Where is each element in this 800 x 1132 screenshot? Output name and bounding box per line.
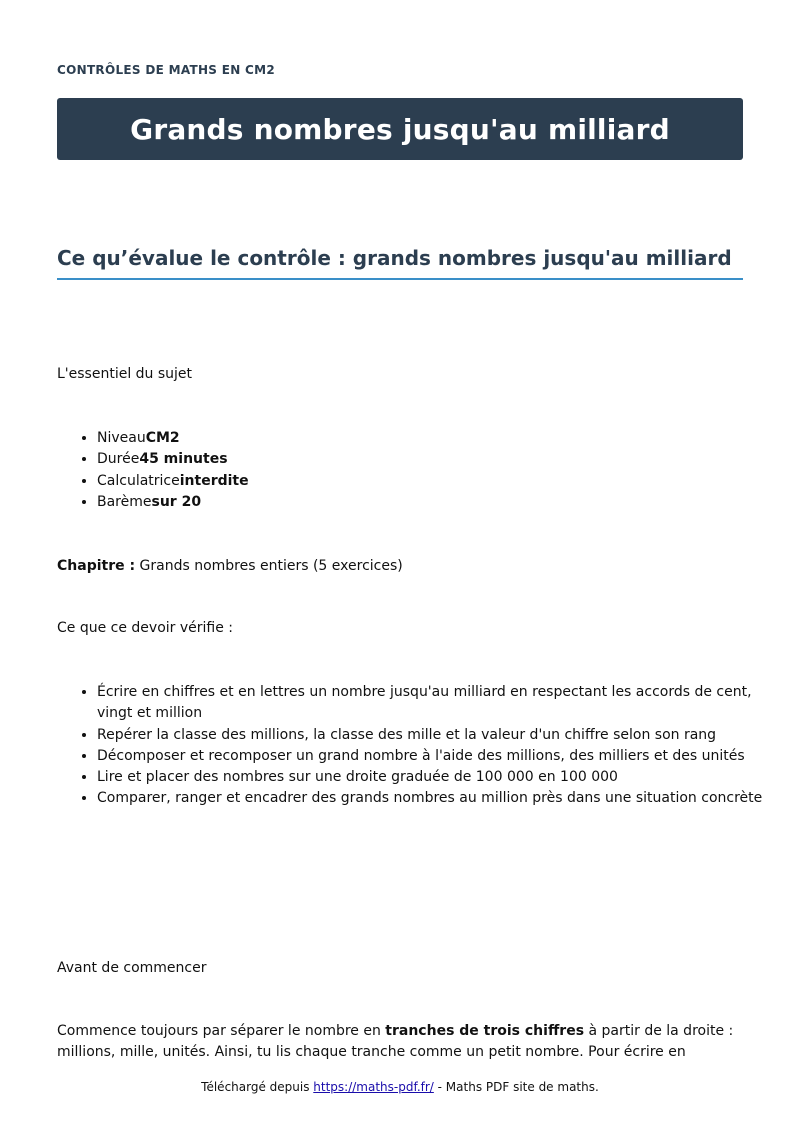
chapitre-label: Chapitre : [57,558,136,574]
item-label: Durée [97,451,140,468]
section-title: Ce qu’évalue le contrôle : grands nombres jusqu'au milliard [57,246,743,280]
item-value: interdite [179,472,249,489]
item-label: Barème [97,493,152,510]
list-item [97,471,783,492]
essentiel-list [57,428,783,513]
page-title: Grands nombres jusqu'au milliard [130,112,670,146]
list-item [97,492,783,513]
item-label: Niveau [97,430,146,446]
list-item: • Comparer, ranger et encadrer des grands nombres au million près dans une situation concrète [97,788,783,809]
avant-text-before: Commence toujours par séparer le nombre en [57,1023,386,1039]
title-banner [57,98,743,160]
essentiel-heading: L'essentiel du sujet [57,366,193,382]
list-item [97,449,783,470]
item-value: 45 minutes [139,451,228,468]
avant-paragraph [57,1021,743,1063]
avant-heading: Avant de commencer [57,960,207,976]
verifie-heading: Ce que ce devoir vérifie : [57,620,234,636]
list-item: • Repérer la classe des millions, la classe des mille et la valeur d'un chiffre selon son rang [97,725,783,746]
item-value: sur 20 [151,493,202,510]
verifie-list [57,682,783,810]
footer-suffix: - Maths PDF site de maths. [433,1080,599,1094]
avant-text-after: à partir de la droite : millions, mille, unités. Ainsi, tu lis chaque tranche comme un petit nombre. Pour écrire en [57,1023,734,1060]
item-value: CM2 [145,430,180,446]
list-item: • Lire et placer des nombres sur une droite graduée de 100 000 en 100 000 [97,767,783,788]
footer [0,1080,800,1094]
footer-link[interactable]: https://maths-pdf.fr/ [313,1080,434,1094]
chapitre-value: Grands nombres entiers (5 exercices) [135,558,403,574]
list-item: • Écrire en chiffres et en lettres un nombre jusqu'au milliard en respectant les accords de cent, vingt et million [97,682,783,725]
footer-prefix: Téléchargé depuis [201,1080,314,1094]
series-kicker: CONTRÔLES DE MATHS EN CM2 [57,63,276,77]
document-page [57,0,763,1132]
avant-text-bold: tranches de trois chiffres [385,1023,585,1039]
list-item: • Décomposer et recomposer un grand nombre à l'aide des millions, des milliers et des unités [97,746,783,767]
chapitre-line [57,556,743,577]
list-item [97,428,783,449]
item-label: Calculatrice [97,472,180,489]
